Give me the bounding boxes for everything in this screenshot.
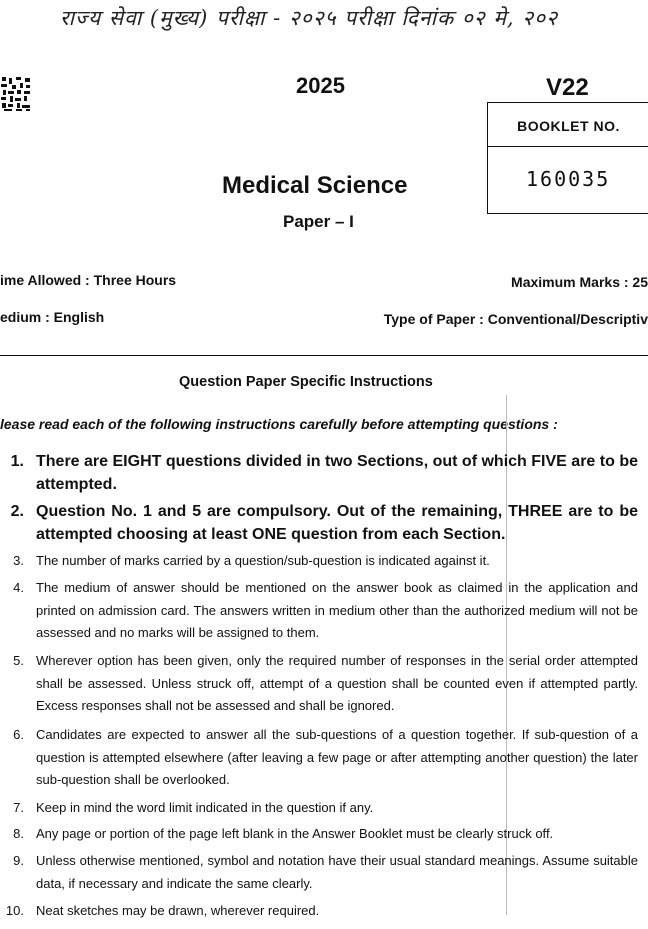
item-text: There are EIGHT questions divided in two Sections, out of which FIVE are to be attempted.: [36, 453, 638, 493]
item-number: 7.: [13, 800, 24, 815]
item-number: 8.: [13, 826, 24, 841]
item-text: Keep in mind the word limit indicated in the question if any.: [36, 800, 374, 815]
version-code: V22: [546, 74, 589, 101]
item-text: Any page or portion of the page left blank in the Answer Booklet must be clearly struck off.: [36, 826, 554, 841]
paper-type: Type of Paper : Conventional/Descriptiv: [383, 311, 648, 327]
item-number: 9.: [13, 853, 24, 868]
item-number: 10.: [5, 903, 24, 918]
item-text: The number of marks carried by a question/sub-question is indicated against it.: [36, 553, 490, 568]
handwritten-exam-note: राज्य सेवा (मुख्य) परीक्षा - २०२५ परीक्षा दिनांक ०२ मे, २०२: [60, 6, 559, 30]
item-text: The medium of answer should be mentioned on the answer book as claimed in the application and printed on admission card. The answers written in medium other than the authorized medium will not be assessed and no marks will be assigned to them.: [36, 580, 638, 640]
instructions-lead: lease read each of the following instructions carefully before attempting questions :: [0, 416, 558, 432]
paper-number: Paper – I: [283, 212, 354, 231]
item-text: Candidates are expected to answer all the sub-questions of a question together. If sub-question of a question is attempted elsewhere (after leaving a few page or after attempting another question) the later sub-question shall be overlooked.: [36, 727, 638, 787]
item-text: Neat sketches may be drawn, wherever required.: [36, 903, 320, 918]
item-number: 6.: [13, 727, 24, 742]
subject-title: Medical Science: [222, 172, 408, 199]
item-text: Unless otherwise mentioned, symbol and notation have their usual standard meanings. Assume suitable data, if necessary and indicate the same clearly.: [36, 853, 638, 891]
maximum-marks: Maximum Marks : 25: [511, 274, 648, 290]
booklet-label: BOOKLET NO.: [488, 103, 648, 147]
item-text: Question No. 1 and 5 are compulsory. Out of the remaining, THREE are to be attempted choosing at least ONE question from each Section.: [36, 503, 638, 543]
medium: edium : English: [0, 309, 105, 325]
booklet-number: 160035: [526, 167, 611, 191]
divider: [0, 355, 648, 356]
exam-year: 2025: [296, 73, 345, 98]
booklet-number-box: [487, 102, 648, 214]
time-allowed: ime Allowed : Three Hours: [0, 272, 177, 288]
item-number: 1.: [10, 453, 24, 470]
item-number: 4.: [13, 580, 24, 595]
item-number: 3.: [13, 553, 24, 568]
instructions-title: Question Paper Specific Instructions: [179, 374, 433, 390]
qr-code-icon: [0, 76, 32, 112]
item-number: 5.: [13, 653, 24, 668]
item-number: 2.: [10, 503, 24, 520]
item-text: Wherever option has been given, only the required number of responses in the serial order attempted shall be assessed. Unless struck off, attempt of a question shall be counted even if attempted partly. Excess responses shall not be assessed and shall be ignored.: [36, 653, 638, 713]
